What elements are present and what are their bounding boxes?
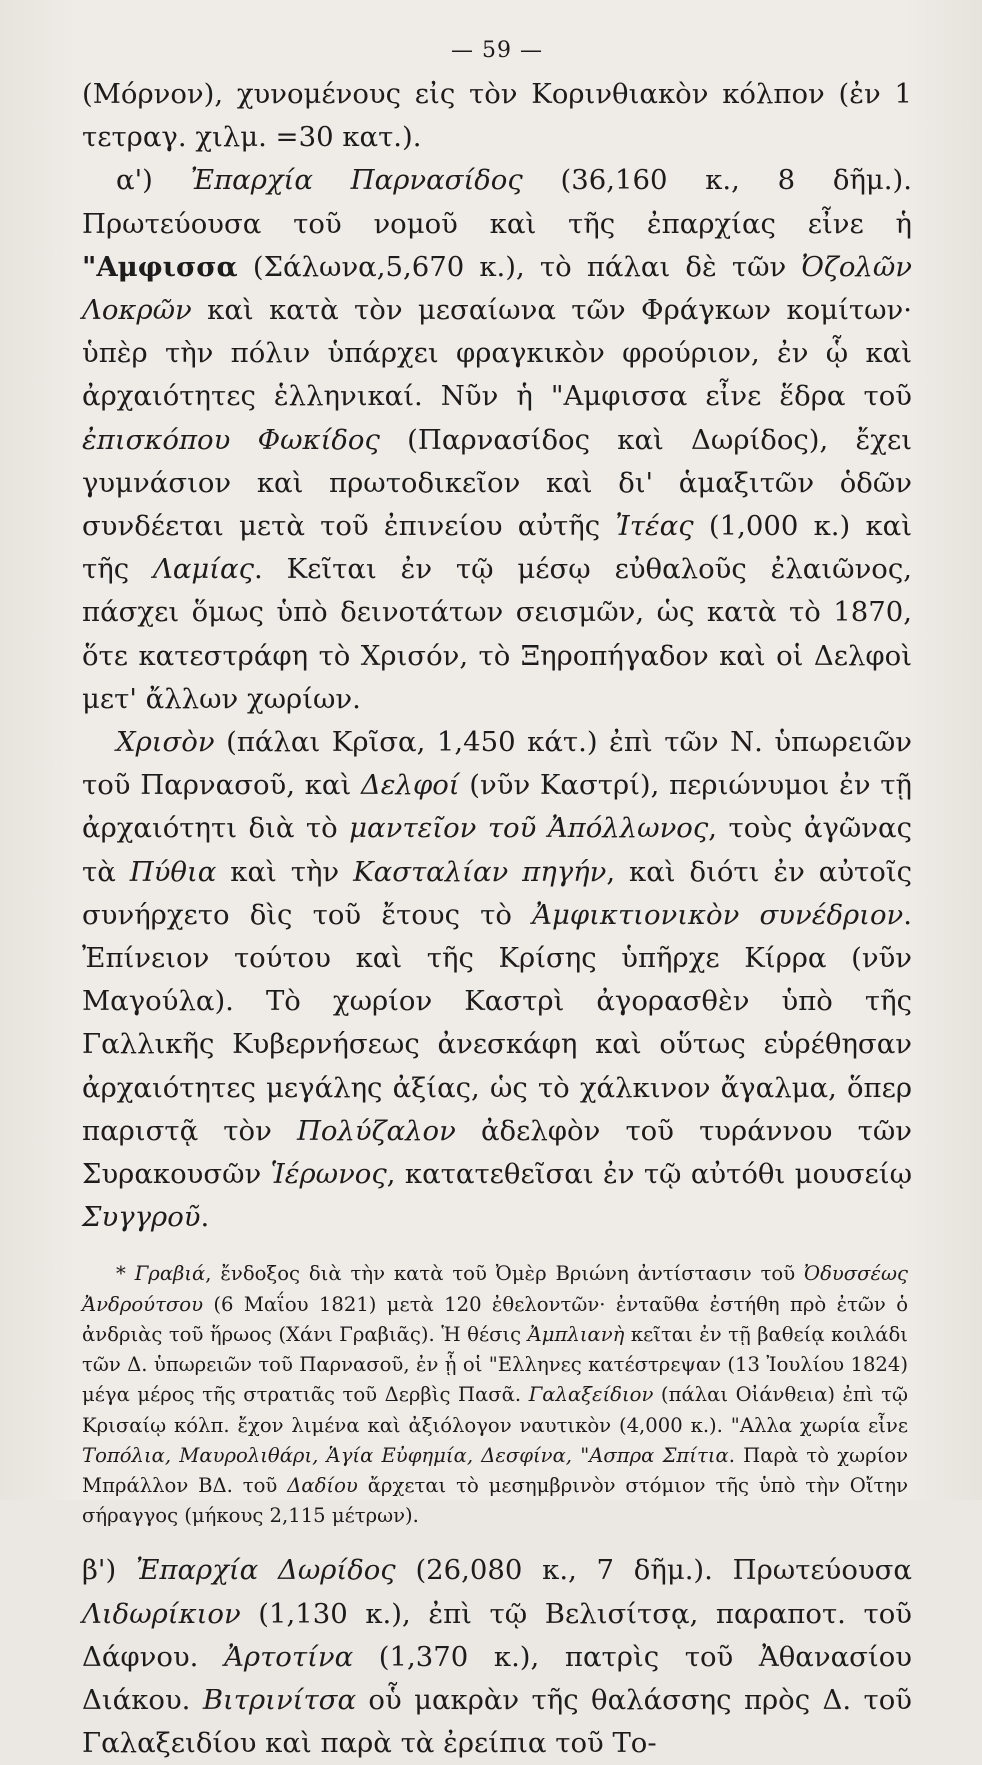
italic-text: Πύθια [129,855,217,888]
italic-text: ἐπισκόπου Φωκίδος [82,423,380,456]
text-run: (1,130 κ.), ἐπὶ τῷ Βελισίτσᾳ, παραποτ. τοῦ Δάφνου. [82,1597,912,1673]
italic-text: Τοπόλια, Μαυρολιθάρι, Ἁγία Εὐφημία, Δεσφίνα, "Ασπρα Σπίτια [82,1443,729,1467]
text-run: . Ἐπίνειον τούτου καὶ τῆς Κρίσης ὑπῆρχε Κίρρα (νῦν Μαγούλα). Τὸ χωρίον Καστρὶ ἀγορασθὲν ὑπὸ τῆς Γαλλικῆς Κυβερνήσεως ἀνεσκάφη καὶ οὕτως εὑρέθησαν ἀρχαιότητες μεγάλης ἀξίας, ὡς τὸ χάλκινον ἄγαλμα, ὅπερ παριστᾷ τὸν [82,898,912,1147]
text-run: ἀδελφὸν τοῦ τυράννου τῶν Συρακουσῶν [82,1114,912,1191]
text-run: . Παρὰ τὸ χωρίον Μπράλλον ΒΔ. τοῦ [82,1443,908,1497]
italic-text: Κασταλίαν πηγήν [353,855,607,888]
text-run: (πάλαι Κρῖσα, 1,450 κάτ.) ἐπὶ τῶν Ν. ὑπωρειῶν τοῦ Παρνασοῦ, καὶ [82,726,912,802]
italic-text: Πολύζαλον [296,1114,456,1147]
bold-text: "Αμφισσα [82,250,238,283]
text-run: καὶ τὴν [216,855,354,888]
italic-text: μαντεῖον τοῦ Ἀπόλλωνος [349,812,709,845]
text-run: , κατατεθεῖσαι ἐν τῷ αὐτόθι μουσείῳ [386,1158,913,1191]
italic-text: Ἰτέας [615,510,694,543]
italic-text: Ὀζολῶν Λοκρῶν [82,250,912,327]
text-run: , ἔνδοξος διὰ τὴν κατὰ τοῦ Ὀμὲρ Βριώνη ἀντίστασιν τοῦ [205,1262,805,1286]
text-run: β') [82,1554,136,1587]
footnote [82,1259,908,1531]
italic-text: Ἀρτοτίνα [224,1640,354,1673]
italic-text: Ἀμπλιανὴ [527,1322,625,1346]
text-run: α') [116,164,191,197]
text-run: (Μόρνον), χυνομένους εἰς τὸν Κορινθιακὸν κόλπον (ἐν 1 τετραγ. χιλμ. =30 κατ.). [82,78,912,154]
text-run: . Κεῖται ἐν τῷ μέσῳ εὐθαλοῦς ἐλαιῶνος, πάσχει ὅμως ὑπὸ δεινοτάτων σεισμῶν, ὡς κατὰ τὸ 1870, ὅτε κατεστράφη τὸ Χρισόν, τὸ Ξηροπήγαδον καὶ οἱ Δελφοὶ μετ' ἄλλων χωρίων. [82,553,912,715]
italic-text: Ἐπαρχία Δωρίδος [135,1554,396,1587]
text-run: (1,000 κ.) καὶ τῆς [82,510,912,586]
text-run: (36,160 κ., 8 δῆμ.). Πρωτεύουσα τοῦ νομοῦ καὶ τῆς ἐπαρχίας εἶνε ἡ [82,164,913,240]
paragraph-parnasis [82,159,912,721]
text-run: (1,370 κ.), πατρὶς τοῦ Ἀθανασίου Διάκου. [82,1640,912,1716]
text-run: (6 Μαΐου 1821) μετὰ 120 ἐθελοντῶν· ἐνταῦθα ἐστήθη πρὸ ἐτῶν ὁ ἀνδριὰς τοῦ ἥρωος (Χάνι Γραβιᾶς). Ἡ θέσις [82,1292,908,1346]
text-run: (νῦν Καστρί), περιώνυμοι ἐν τῇ ἀρχαιότητι διὰ τὸ [82,769,912,845]
text-run: (Παρνασίδος καὶ Δωρίδος), ἔχει γυμνάσιον καὶ πρωτοδικεῖον καὶ δι' ἁμαξιτῶν ὁδῶν συνδέεται μετὰ τοῦ ἐπινείου αὐτῆς [82,423,912,543]
paragraph-doris [82,1549,912,1765]
text-run: , καὶ διότι ἐν αὐτοῖς συνήρχετο δὶς τοῦ ἔτους τὸ [82,855,913,931]
text-run: καὶ κατὰ τὸν μεσαίωνα τῶν Φράγκων κομίτων· ὑπὲρ τὴν πόλιν ὑπάρχει φραγκικὸν φρούριον, ἐν ᾧ καὶ ἀρχαιότητες ἑλληνικαί. Νῦν ἡ "Αμφισσα εἶνε ἕδρα τοῦ [82,294,912,413]
text-run: οὗ μακρὰν τῆς θαλάσσης πρὸς Δ. τοῦ Γαλαξειδίου καὶ παρὰ τὰ ἐρείπια τοῦ Το- [82,1683,912,1760]
text-run: (Σάλωνα,5,670 κ.), τὸ πάλαι δὲ τῶν [237,250,802,283]
text-run: (πάλαι Οἰάνθεια) ἐπὶ τῷ Κρισαίῳ κόλπ. ἔχον λιμένα καὶ ἀξιόλογον ναυτικὸν (4,000 κ.). "Αλλα χωρία εἶνε [82,1383,908,1437]
text-run: . [200,1201,210,1234]
italic-text: Χρισὸν [116,726,215,759]
italic-text: Ἱέρωνος [270,1158,387,1191]
italic-text: Λαμίας [152,553,255,586]
italic-text: Βιτρινίτσα [202,1683,357,1716]
italic-text: Γαλαξείδιον [528,1383,654,1407]
text-run: (26,080 κ., 7 δῆμ.). Πρωτεύουσα [395,1554,913,1587]
paragraph-morno [82,73,912,159]
italic-text: Δαδίου [287,1473,358,1497]
paragraph-chrison [82,721,912,1239]
page-number: — 59 — [451,38,543,63]
text-run: * [116,1262,135,1286]
italic-text: Συγγροῦ [82,1201,201,1234]
italic-text: Ἀμφικτιονικὸν συνέδριον [532,898,904,931]
italic-text: Ὀδυσσέως Ἀνδρούτσου [82,1262,909,1316]
italic-text: Δελφοί [360,769,460,802]
italic-text: Ἐπαρχία Παρνασίδος [190,164,523,197]
text-run: ἄρχεται τὸ μεσημβρινὸν στόμιον τῆς ὑπὸ τὴν Οἴτην σήραγγος (μήκους 2,115 μέτρων). [82,1473,908,1528]
italic-text: Γραβιά [134,1262,206,1286]
text-run: , τοὺς ἀγῶνας τὰ [82,812,912,888]
text-run: κεῖται ἐν τῇ βαθείᾳ κοιλάδι τῶν Δ. ὑπωρειῶν τοῦ Παρνασοῦ, ἐν ᾗ οἱ "Ελληνες κατέστρεψαν (13 Ἰουλίου 1824) μέγα μέρος τῆς στρατιᾶς τοῦ Δερβὶς Πασᾶ. [82,1322,908,1407]
italic-text: Λιδωρίκιον [82,1597,241,1630]
